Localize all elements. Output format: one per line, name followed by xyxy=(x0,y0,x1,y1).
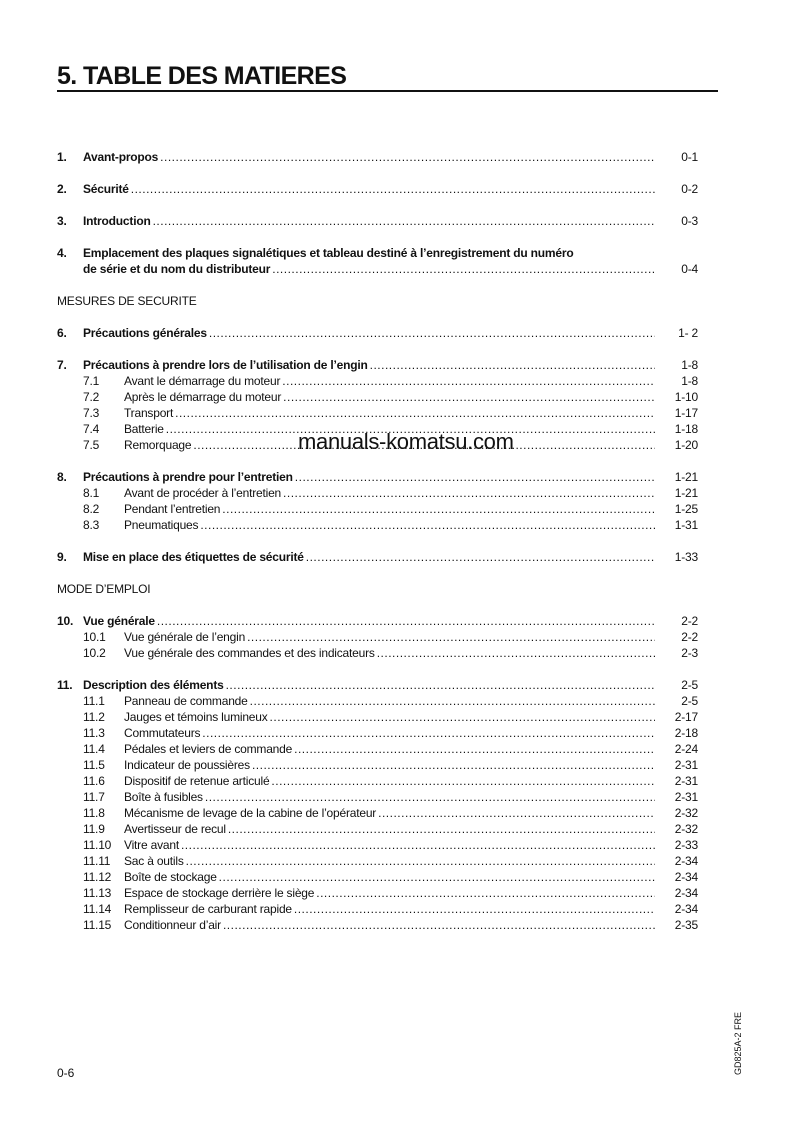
entry-number: 7. xyxy=(57,358,67,372)
entry-title: Remorquage xyxy=(124,438,192,452)
entry-number: 11.1 xyxy=(83,694,105,708)
entry-title: Vue générale xyxy=(83,614,155,628)
entry-title: Mécanisme de levage de la cabine de l’opérateur xyxy=(124,806,377,820)
entry-title-wrap xyxy=(124,709,655,725)
entry-title: Jauges et témoins lumineux xyxy=(124,710,268,724)
entry-title-wrap xyxy=(124,757,655,773)
entry-page: 2-35 xyxy=(674,918,698,932)
entry-number: 8.2 xyxy=(83,502,100,516)
dot-leader xyxy=(200,517,655,533)
entry-title-wrap xyxy=(83,357,655,373)
toc-entry[interactable] xyxy=(0,261,793,277)
entry-page: 0-3 xyxy=(681,214,698,228)
toc-entry[interactable] xyxy=(0,757,793,773)
entry-page: 2-34 xyxy=(674,854,698,868)
toc-entry[interactable] xyxy=(0,325,793,341)
toc-entry[interactable] xyxy=(0,693,793,709)
entry-number: 2. xyxy=(57,182,67,196)
toc-entry[interactable] xyxy=(0,213,793,229)
entry-title: Boîte de stockage xyxy=(124,870,217,884)
entry-title-wrap xyxy=(83,181,655,197)
entry-title: Sécurité xyxy=(83,182,129,196)
toc-entry[interactable] xyxy=(0,917,793,933)
entry-page: 2-34 xyxy=(674,886,698,900)
entry-number: 10.2 xyxy=(83,646,106,660)
entry-title: Espace de stockage derrière le siège xyxy=(124,886,315,900)
entry-title-wrap xyxy=(124,885,655,901)
entry-page: 2-33 xyxy=(674,838,698,852)
toc-entry[interactable] xyxy=(0,725,793,741)
entry-page: 2-31 xyxy=(674,774,698,788)
dot-leader xyxy=(202,725,655,741)
dot-leader xyxy=(222,501,655,517)
dot-leader xyxy=(153,213,655,229)
entry-title: Vue générale des commandes et des indicateurs xyxy=(124,646,375,660)
entry-title-wrap xyxy=(124,645,655,661)
entry-number: 11.4 xyxy=(83,742,105,756)
entry-page: 0-2 xyxy=(681,182,698,196)
dot-leader xyxy=(271,773,655,789)
entry-page: 2-34 xyxy=(674,870,698,884)
entry-number: 11.8 xyxy=(83,806,105,820)
dot-leader xyxy=(205,789,655,805)
entry-title: Avant-propos xyxy=(83,150,159,164)
section-heading-text: MESURES DE SECURITE xyxy=(57,294,197,308)
dot-leader xyxy=(370,357,655,373)
section-heading-text: MODE D’EMPLOI xyxy=(57,582,151,596)
entry-page: 1-20 xyxy=(674,438,698,452)
toc-entry[interactable] xyxy=(0,485,793,501)
toc-entry[interactable] xyxy=(0,645,793,661)
entry-title-wrap xyxy=(124,837,655,853)
entry-title: Dispositif de retenue articulé xyxy=(124,774,270,788)
entry-title-wrap xyxy=(83,149,655,165)
entry-title-wrap xyxy=(124,725,655,741)
entry-number: 10. xyxy=(57,614,74,628)
entry-number: 11.6 xyxy=(83,774,105,788)
entry-title: Batterie xyxy=(124,422,164,436)
entry-number: 11.15 xyxy=(83,918,112,932)
entry-title: de série et du nom du distributeur xyxy=(83,262,271,276)
entry-title: Remplisseur de carburant rapide xyxy=(124,902,292,916)
entry-number: 7.1 xyxy=(83,374,100,388)
entry-title: Pédales et leviers de commande xyxy=(124,742,293,756)
entry-page: 2-31 xyxy=(674,790,698,804)
dot-leader xyxy=(294,741,655,757)
entry-page: 1-10 xyxy=(674,390,698,404)
dot-leader xyxy=(160,149,655,165)
entry-page: 2-5 xyxy=(681,678,698,692)
dot-leader xyxy=(282,373,655,389)
entry-number: 11.10 xyxy=(83,838,112,852)
entry-title-wrap xyxy=(124,629,655,645)
entry-number: 11.7 xyxy=(83,790,105,804)
entry-number: 7.4 xyxy=(83,422,100,436)
entry-title: Conditionneur d’air xyxy=(124,918,221,932)
toc-entry[interactable] xyxy=(0,405,793,421)
entry-title: Avant de procéder à l’entretien xyxy=(124,486,282,500)
dot-leader xyxy=(181,837,655,853)
entry-page: 2-2 xyxy=(681,614,698,628)
entry-number: 11.9 xyxy=(83,822,105,836)
entry-title-wrap xyxy=(83,469,655,485)
entry-page: 1-25 xyxy=(674,502,698,516)
section-heading xyxy=(0,581,793,597)
toc-entry[interactable] xyxy=(0,149,793,165)
dot-leader xyxy=(295,469,655,485)
entry-title-wrap xyxy=(124,853,655,869)
dot-leader xyxy=(186,853,655,869)
entry-number: 11.14 xyxy=(83,902,112,916)
dot-leader xyxy=(209,325,655,341)
entry-page: 2-34 xyxy=(674,902,698,916)
entry-number: 4. xyxy=(57,246,67,260)
toc-entry[interactable] xyxy=(0,789,793,805)
toc-entry[interactable] xyxy=(0,869,793,885)
dot-leader xyxy=(272,261,655,277)
entry-page: 1-17 xyxy=(674,406,698,420)
entry-title-wrap xyxy=(83,325,655,341)
entry-page: 0-1 xyxy=(681,150,698,164)
entry-title: Introduction xyxy=(83,214,151,228)
entry-page: 1-21 xyxy=(674,470,698,484)
entry-number: 8.1 xyxy=(83,486,100,500)
entry-page: 2-32 xyxy=(674,822,698,836)
entry-number: 11. xyxy=(57,678,73,692)
entry-title-wrap xyxy=(124,805,655,821)
entry-page: 1- 2 xyxy=(678,326,698,340)
toc-entry[interactable] xyxy=(0,357,793,373)
entry-title-wrap xyxy=(124,501,655,517)
entry-number: 11.13 xyxy=(83,886,112,900)
entry-number: 11.5 xyxy=(83,758,105,772)
entry-number: 8. xyxy=(57,470,67,484)
dot-leader xyxy=(252,757,655,773)
entry-title: Commutateurs xyxy=(124,726,201,740)
entry-number: 11.12 xyxy=(83,870,112,884)
entry-page: 1-8 xyxy=(681,358,698,372)
toc-entry[interactable] xyxy=(0,741,793,757)
entry-page: 2-5 xyxy=(681,694,698,708)
entry-title-wrap xyxy=(124,917,655,933)
entry-title-wrap xyxy=(124,741,655,757)
entry-page: 1-18 xyxy=(674,422,698,436)
entry-title: Boîte à fusibles xyxy=(124,790,203,804)
entry-number: 11.2 xyxy=(83,710,105,724)
watermark: manuals-komatsu.com xyxy=(298,429,514,454)
dot-leader xyxy=(294,901,655,917)
dot-leader xyxy=(316,885,655,901)
dot-leader xyxy=(157,613,655,629)
dot-leader xyxy=(270,709,655,725)
toc-entry[interactable] xyxy=(0,837,793,853)
entry-title: Emplacement des plaques signalétiques et tableau destiné à l’enregistrement du numéro xyxy=(83,246,574,260)
entry-title: Après le démarrage du moteur xyxy=(124,390,282,404)
entry-title-wrap xyxy=(124,869,655,885)
dot-leader xyxy=(219,869,655,885)
entry-page: 2-31 xyxy=(674,758,698,772)
entry-title-wrap xyxy=(124,789,655,805)
page-title: 5. TABLE DES MATIERES xyxy=(57,62,347,90)
toc-entry[interactable] xyxy=(0,373,793,389)
toc-entry[interactable] xyxy=(0,821,793,837)
document-id: GD825A-2 FRE xyxy=(733,1011,743,1075)
entry-title-wrap xyxy=(124,693,655,709)
entry-page: 1-21 xyxy=(674,486,698,500)
entry-number: 8.3 xyxy=(83,518,100,532)
entry-title-wrap xyxy=(124,405,655,421)
dot-leader xyxy=(377,645,655,661)
toc-entry[interactable] xyxy=(0,901,793,917)
page-number: 0-6 xyxy=(57,1066,75,1080)
dot-leader xyxy=(247,629,655,645)
entry-page: 1-8 xyxy=(681,374,698,388)
section-heading xyxy=(0,293,793,309)
dot-leader xyxy=(175,405,655,421)
dot-leader xyxy=(131,181,655,197)
entry-number: 7.3 xyxy=(83,406,100,420)
dot-leader xyxy=(283,485,655,501)
entry-title: Mise en place des étiquettes de sécurité xyxy=(83,550,304,564)
entry-title: Pneumatiques xyxy=(124,518,199,532)
entry-title: Pendant l’entretien xyxy=(124,502,221,516)
toc-entry[interactable] xyxy=(0,677,793,693)
toc-entry[interactable] xyxy=(0,773,793,789)
entry-page: 1-33 xyxy=(674,550,698,564)
entry-number: 9. xyxy=(57,550,67,564)
entry-title: Vitre avant xyxy=(124,838,179,852)
entry-title-wrap xyxy=(83,261,655,277)
entry-title-wrap xyxy=(83,549,655,565)
entry-title: Précautions à prendre lors de l’utilisation de l’engin xyxy=(83,358,368,372)
entry-page: 0-4 xyxy=(681,262,698,276)
entry-number: 11.3 xyxy=(83,726,105,740)
toc-entry[interactable] xyxy=(0,549,793,565)
entry-title-wrap xyxy=(124,389,655,405)
table-of-contents xyxy=(0,149,793,933)
toc-entry[interactable] xyxy=(0,469,793,485)
dot-leader xyxy=(223,917,655,933)
toc-entry[interactable] xyxy=(0,245,793,261)
entry-page: 2-3 xyxy=(681,646,698,660)
toc-entry[interactable] xyxy=(0,629,793,645)
entry-title: Vue générale de l’engin xyxy=(124,630,246,644)
entry-title-wrap xyxy=(124,821,655,837)
entry-page: 2-17 xyxy=(674,710,698,724)
entry-title: Transport xyxy=(124,406,174,420)
entry-title: Panneau de commande xyxy=(124,694,248,708)
entry-page: 2-32 xyxy=(674,806,698,820)
toc-entry[interactable] xyxy=(0,853,793,869)
entry-number: 7.5 xyxy=(83,438,100,452)
entry-title: Description des éléments xyxy=(83,678,224,692)
dot-leader xyxy=(226,677,655,693)
entry-title-wrap xyxy=(124,901,655,917)
title-underline xyxy=(57,90,718,92)
entry-page: 2-2 xyxy=(681,630,698,644)
entry-number: 6. xyxy=(57,326,67,340)
dot-leader xyxy=(378,805,655,821)
toc-entry[interactable] xyxy=(0,613,793,629)
entry-number: 11.11 xyxy=(83,854,111,868)
entry-title-wrap xyxy=(124,773,655,789)
toc-entry[interactable] xyxy=(0,501,793,517)
entry-number: 10.1 xyxy=(83,630,106,644)
entry-page: 2-24 xyxy=(674,742,698,756)
entry-title: Sac à outils xyxy=(124,854,184,868)
entry-title-wrap xyxy=(124,485,655,501)
entry-title-wrap xyxy=(83,213,655,229)
entry-title-wrap xyxy=(124,517,655,533)
entry-title-wrap xyxy=(124,373,655,389)
dot-leader xyxy=(250,693,655,709)
toc-entry[interactable] xyxy=(0,181,793,197)
entry-title: Avertisseur de recul xyxy=(124,822,226,836)
dot-leader xyxy=(283,389,655,405)
entry-page: 1-31 xyxy=(674,518,698,532)
entry-title: Indicateur de poussières xyxy=(124,758,250,772)
entry-number: 1. xyxy=(57,150,67,164)
toc-entry[interactable] xyxy=(0,709,793,725)
toc-entry[interactable] xyxy=(0,885,793,901)
dot-leader xyxy=(228,821,655,837)
entry-title: Précautions à prendre pour l’entretien xyxy=(83,470,293,484)
entry-title: Avant le démarrage du moteur xyxy=(124,374,281,388)
entry-page: 2-18 xyxy=(674,726,698,740)
entry-number: 7.2 xyxy=(83,390,100,404)
entry-title-wrap xyxy=(83,613,655,629)
toc-entry[interactable] xyxy=(0,517,793,533)
entry-title-wrap xyxy=(83,677,655,693)
dot-leader xyxy=(306,549,655,565)
toc-entry[interactable] xyxy=(0,805,793,821)
entry-number: 3. xyxy=(57,214,67,228)
toc-entry[interactable] xyxy=(0,389,793,405)
entry-title: Précautions générales xyxy=(83,326,207,340)
